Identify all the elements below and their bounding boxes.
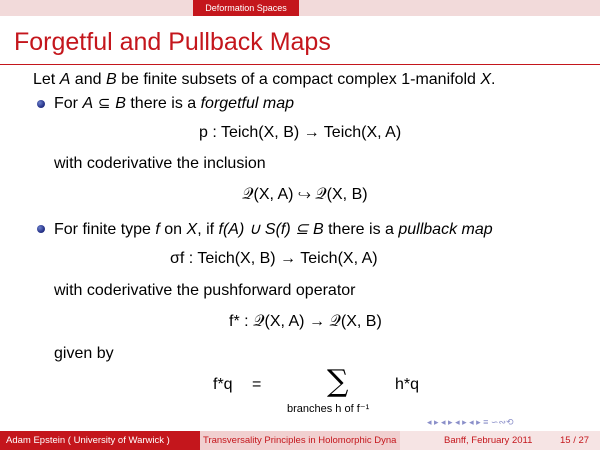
frame-title: Forgetful and Pullback Maps: [14, 28, 331, 56]
pushforward-text: with coderivative the pushforward operator: [54, 282, 356, 299]
section-bar: [0, 0, 600, 16]
forgetful-map-formula: p : Teich(X, B) → Teich(X, A): [199, 124, 402, 141]
footer-venue: Banff, February 2011: [444, 435, 533, 446]
pushforward-formula: f* : 𝒬(X, A) → 𝒬(X, B): [229, 313, 382, 330]
sum-lhs: f*q: [213, 376, 233, 393]
footer-talk-title: Transversality Principles in Holomorphic Dyna: [200, 431, 400, 450]
bullet-marker: [37, 100, 45, 108]
footer-venue-block: [400, 431, 600, 450]
sum-equals: =: [252, 376, 262, 393]
inclusion-formula: 𝒬(X, A) ↪ 𝒬(X, B): [242, 186, 368, 203]
section-tab[interactable]: Deformation Spaces: [193, 0, 299, 16]
intro-line: Let A and B be finite subsets of a compact complex 1-manifold X.: [33, 71, 496, 88]
summation-symbol: ∑: [327, 364, 349, 399]
bullet-marker: [37, 225, 45, 233]
pullback-map-formula: σf : Teich(X, B) → Teich(X, A): [170, 250, 378, 267]
sum-rhs: h*q: [395, 376, 420, 393]
footer-author: Adam Epstein ( University of Warwick ): [0, 431, 200, 450]
bullet-1-text: For A ⊆ B there is a forgetful map: [54, 94, 294, 112]
sum-index: branches h of f⁻¹: [287, 403, 370, 415]
inclusion-text: with coderivative the inclusion: [54, 155, 266, 172]
navigation-icons[interactable]: ◂ ▸ ◂ ▸ ◂ ▸ ◂ ▸ ≡ ∽∾⟲: [427, 417, 514, 427]
title-divider: [0, 64, 600, 65]
page-number: 15 / 27: [560, 435, 590, 446]
footer: [0, 431, 600, 450]
bullet-2-text: For finite type f on X, if f(A) ∪ S(f) ⊆ B there is a pullback map: [54, 221, 493, 238]
given-by-text: given by: [54, 345, 114, 362]
